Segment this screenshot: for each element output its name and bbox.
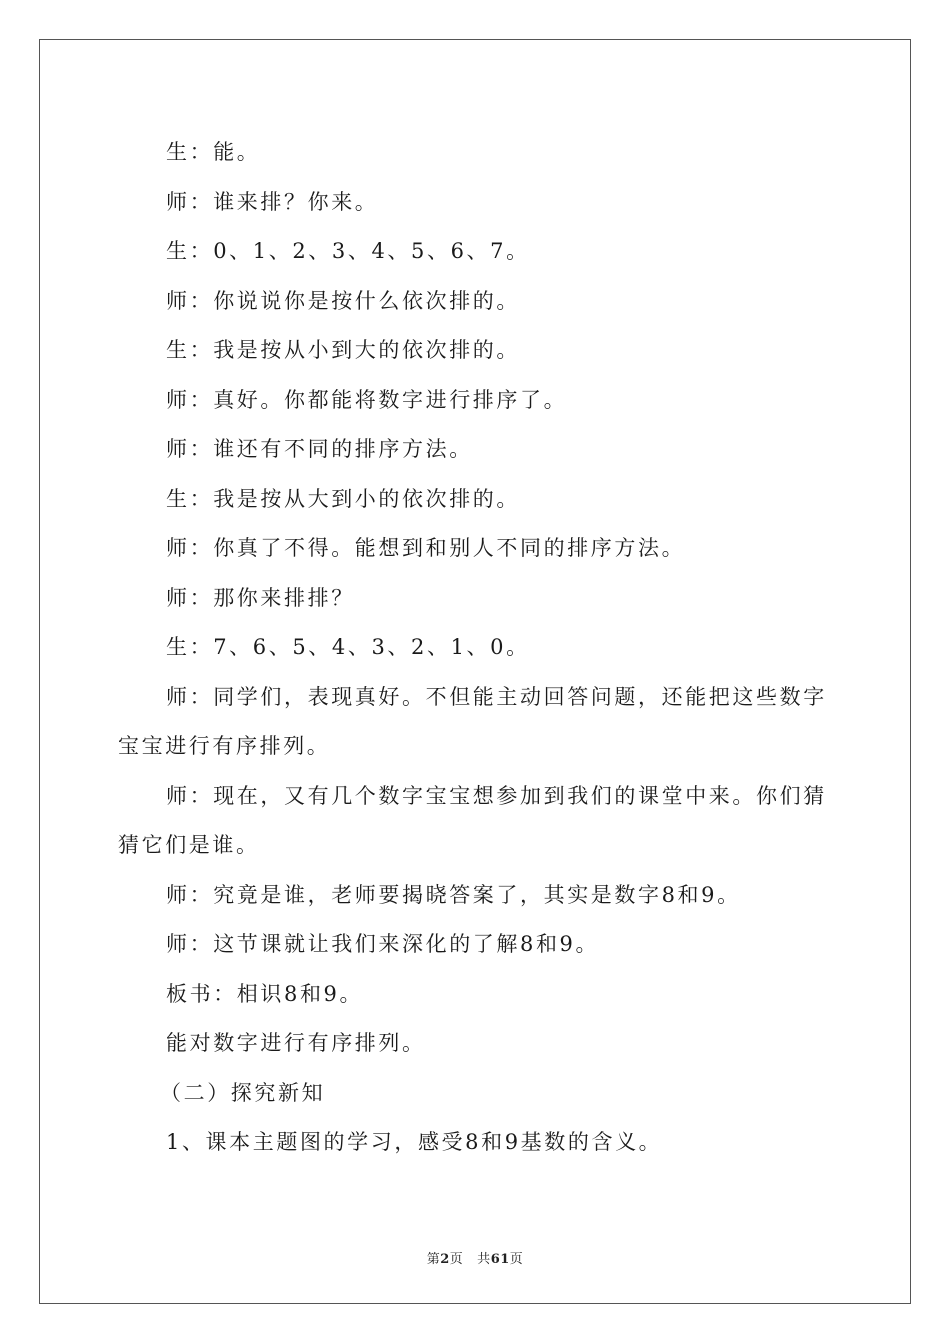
- paragraph: 1、课本主题图的学习，感受8和9基数的含义。: [166, 1130, 663, 1154]
- footer-page-suffix: 页: [449, 1252, 464, 1267]
- paragraph: 师：你真了不得。能想到和别人不同的排序方法。: [166, 536, 686, 560]
- paragraph: 师：谁来排？你来。: [166, 189, 379, 214]
- footer-total-prefix: 共: [477, 1252, 491, 1267]
- current-page-number: 2: [440, 1252, 450, 1267]
- paragraph: 师：那你来排排？: [166, 585, 355, 610]
- paragraph: 师：真好。你都能将数字进行排序了。: [166, 387, 568, 412]
- page-footer: [0, 1248, 950, 1267]
- paragraph: 生：我是按从小到大的依次排的。: [166, 338, 520, 362]
- footer-prefix: 第: [426, 1252, 441, 1267]
- paragraph: 生：7、6、5、4、3、2、1、0。: [166, 635, 530, 659]
- paragraph: 师：究竟是谁，老师要揭晓答案了，其实是数字8和9。: [166, 882, 741, 907]
- document-body: [118, 128, 834, 1168]
- paragraph: 师：你说说你是按什么依次排的。: [166, 288, 520, 313]
- paragraph: 板书：相识8和9。: [166, 981, 364, 1006]
- paragraph: 生：0、1、2、3、4、5、6、7。: [166, 239, 530, 263]
- paragraph: 生：我是按从大到小的依次排的。: [166, 486, 520, 511]
- paragraph: 能对数字进行有序排列。: [166, 1031, 426, 1055]
- paragraph: 生：能。: [166, 140, 261, 164]
- footer-total-suffix: 页: [509, 1252, 524, 1267]
- section-heading: （二）探究新知: [160, 1080, 326, 1105]
- total-page-count: 61: [490, 1252, 510, 1267]
- paragraph: 师：谁还有不同的排序方法。: [166, 437, 473, 461]
- paragraph: 师：同学们，表现真好。不但能主动回答问题，还能把这些数字宝宝进行有序排列。: [118, 684, 827, 758]
- paragraph: 师：这节课就让我们来深化的了解8和9。: [166, 932, 600, 956]
- paragraph: 师：现在，又有几个数字宝宝想参加到我们的课堂中来。你们猜猜它们是谁。: [118, 783, 827, 857]
